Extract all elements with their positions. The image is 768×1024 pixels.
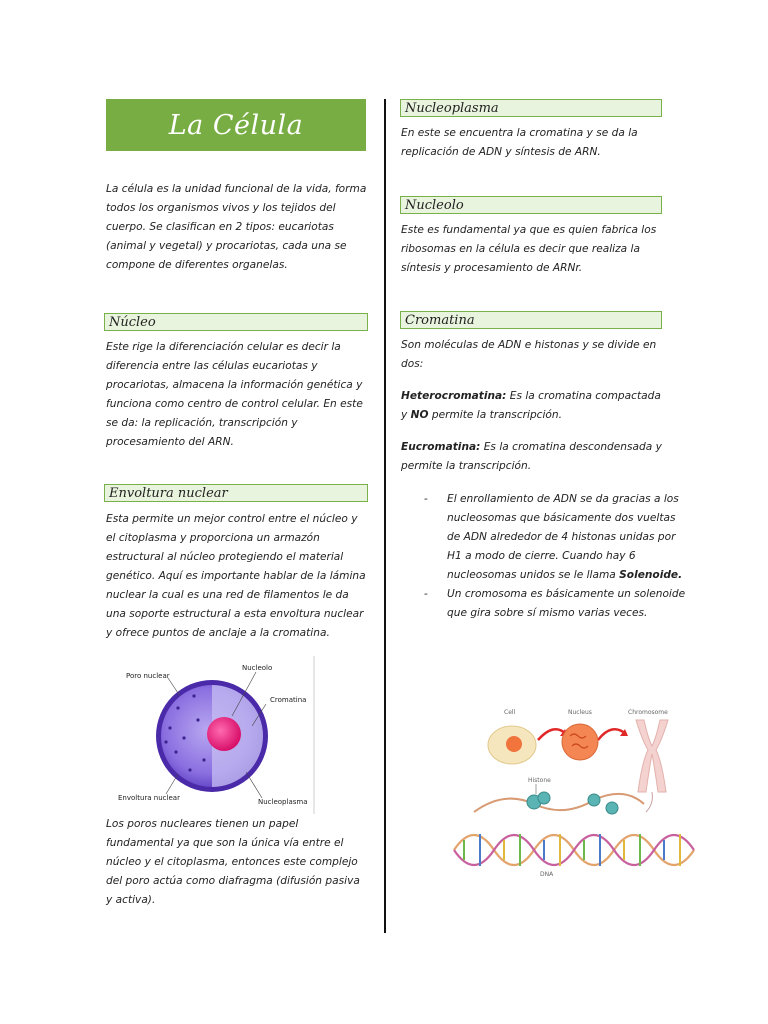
page-title-box <box>106 99 366 151</box>
heading-envoltura-nuclear: Envoltura nuclear <box>104 484 368 502</box>
list-item <box>424 585 686 623</box>
heterocromatina-term: Heterocromatina: <box>401 390 507 402</box>
nucleo-paragraph: Este rige la diferenciación celular es decir la diferencia entre las células eucariotas y procariotas, almacena la información genética y funciona como centro de control celular. En este se da: la replicación, transcripción y procesamiento del ARN. <box>106 341 363 448</box>
eucromatina-paragraph <box>401 438 663 476</box>
label-histone: Histone <box>528 777 551 784</box>
heading-nucleo: Núcleo <box>104 313 368 331</box>
eucromatina-term: Eucromatina: <box>401 441 481 453</box>
nucleolo-paragraph: Este es fundamental ya que es quien fabrica los ribosomas en la célula es decir que realiza la síntesis y procesamiento de ARNr. <box>401 224 657 274</box>
bullet-bold-solenoide: Solenoide. <box>619 569 683 581</box>
label-chromosome: Chromosome <box>628 709 668 716</box>
label-nucleus: Nucleus <box>568 709 592 716</box>
bullet-dash: - <box>424 588 428 600</box>
label-envoltura-nuclear: Envoltura nuclear <box>118 794 180 802</box>
bullet-text: Un cromosoma es básicamente un solenoide que gira sobre sí mismo varias veces. <box>447 588 686 619</box>
label-cromatina: Cromatina <box>270 696 307 704</box>
nucleoplasma-paragraph: En este se encuentra la cromatina y se da la replicación de ADN y síntesis de ARN. <box>401 127 638 158</box>
heading-nucleolo: Nucleolo <box>400 196 662 214</box>
label-nucleolo: Nucleolo <box>242 664 273 672</box>
nucleus-figure <box>106 656 316 814</box>
dna-packaging-figure <box>444 700 700 880</box>
heading-nucleoplasma: Nucleoplasma <box>400 99 662 117</box>
page-title: La Célula <box>168 109 304 141</box>
nucleus-shape <box>562 724 598 760</box>
intro-paragraph: La célula es la unidad funcional de la vida, forma todos los organismos vivos y los tejidos del cuerpo. Se clasifican en 2 tipos: eucariotas (animal y vegetal) y procariotas, cada una se compone de diferentes organelas. <box>106 183 367 271</box>
nucleus-illustration <box>106 656 316 814</box>
bullet-dash: - <box>424 493 428 505</box>
heterocromatina-text-2: permite la transcripción. <box>428 409 562 421</box>
cell-nucleus-dot <box>506 736 522 752</box>
label-nucleoplasma: Nucleoplasma <box>258 798 308 806</box>
cromatina-bullet-list <box>424 490 686 623</box>
heterocromatina-text-1: Es la cromatina compactada y <box>401 390 661 421</box>
chromosome-shape <box>636 720 668 792</box>
list-item <box>424 490 686 585</box>
label-cell: Cell <box>504 709 516 716</box>
cromatina-paragraph: Son moléculas de ADN e histonas y se divide en dos: <box>401 339 657 370</box>
heading-cromatina: Cromatina <box>400 311 662 329</box>
caption-paragraph: Los poros nucleares tienen un papel fundamental ya que son la única vía entre el núcleo y el citoplasma, entonces este complejo del poro actúa como diafragma (difusión pasiva y activa). <box>106 818 360 906</box>
bullet-text: El enrollamiento de ADN se da gracias a los nucleosomas que básicamente dos vueltas de ADN alrededor de 4 histonas unidas por H1 a modo de cierre. Cuando hay 6 nucleosomas unidos se le llama <box>447 493 679 581</box>
label-dna: DNA <box>540 871 554 878</box>
dna-packaging-illustration <box>444 700 700 880</box>
column-divider <box>384 99 386 933</box>
label-poro-nuclear: Poro nuclear <box>126 672 170 680</box>
envoltura-paragraph: Esta permite un mejor control entre el núcleo y el citoplasma y proporciona un armazón estructural al núcleo protegiendo el material genético. Aquí es importante hablar de la lámina nuclear la cual es una red de filamentos le da una soporte estructural a esta envoltura nuclear y ofrece puntos de anclaje a la cromatina. <box>106 513 366 639</box>
eucromatina-text: Es la cromatina descondensada y permite la transcripción. <box>401 441 662 472</box>
heterocromatina-paragraph <box>401 387 663 425</box>
heterocromatina-no: NO <box>410 409 429 421</box>
nucleolus <box>207 717 241 751</box>
